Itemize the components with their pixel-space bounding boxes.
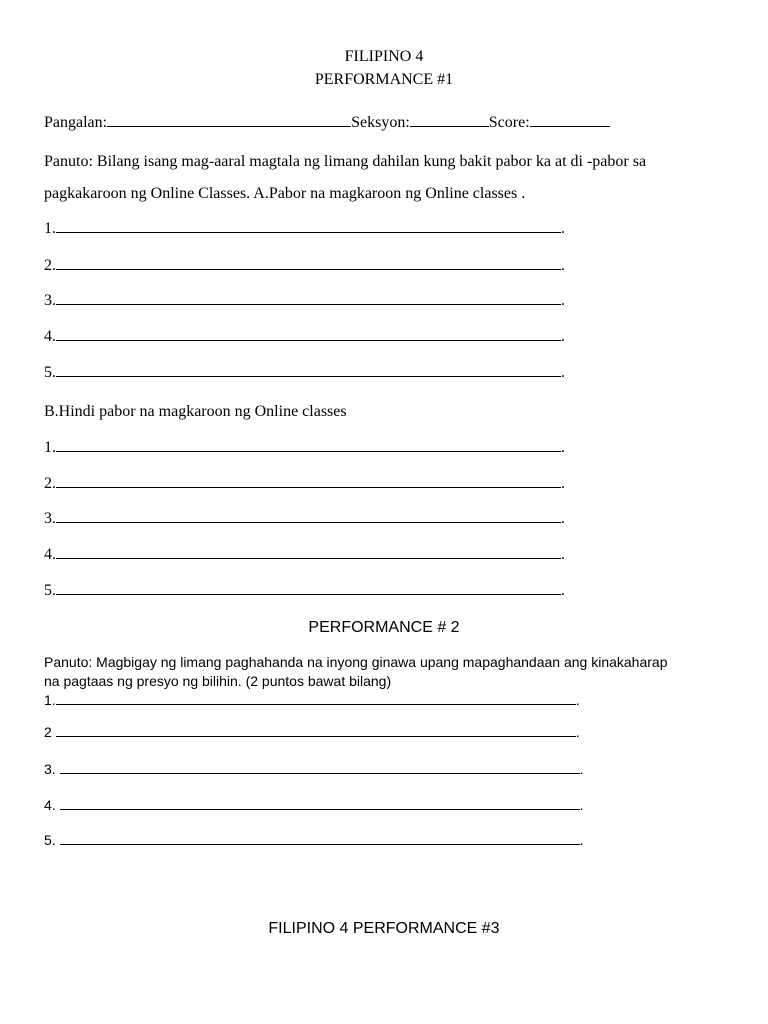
answer-blank[interactable] (60, 760, 580, 774)
answer-blank[interactable] (56, 723, 576, 737)
part-a-item: 2. . (44, 257, 565, 274)
section-label: Seksyon: (351, 114, 410, 131)
perf2-item: 5. . (44, 832, 584, 848)
answer-blank[interactable] (56, 256, 561, 270)
perf1-instruction-line1: Panuto: Bilang isang mag-aaral magtala ng limang dahilan kung bakit pabor ka at di -pabor sa (44, 153, 647, 170)
answer-blank[interactable] (56, 509, 561, 523)
part-a-item: 3. . (44, 292, 565, 309)
part-b-item: 4. . (44, 546, 565, 563)
answer-blank[interactable] (56, 581, 561, 595)
part-b-item: 1. . (44, 439, 565, 456)
part-a-item: 5. . (44, 364, 565, 381)
score-label: Score: (488, 114, 530, 131)
part-b-item: 5. . (44, 582, 565, 599)
perf2-item: 4. . (44, 797, 584, 813)
answer-blank[interactable] (56, 545, 561, 559)
answer-blank[interactable] (60, 831, 580, 845)
answer-blank[interactable] (56, 474, 561, 488)
perf2-item: 3. . (44, 761, 584, 777)
performance-3-title: FILIPINO 4 PERFORMANCE #3 (268, 920, 500, 937)
performance-1-title: PERFORMANCE #1 (314, 71, 454, 88)
answer-blank[interactable] (56, 291, 561, 305)
perf1-instruction-line2: pagkakaroon ng Online Classes. A.Pabor na magkaroon ng Online classes . (44, 185, 526, 202)
subject-title: FILIPINO 4 (344, 48, 424, 65)
part-b-heading: B.Hindi pabor na magkaroon ng Online classes (44, 403, 347, 420)
name-blank[interactable] (107, 113, 351, 127)
answer-blank[interactable] (60, 796, 580, 810)
name-label: Pangalan: (44, 114, 108, 131)
answer-blank[interactable] (56, 219, 561, 233)
part-b-item: 3. . (44, 510, 565, 527)
section-blank[interactable] (410, 113, 489, 127)
performance-2-title: PERFORMANCE # 2 (308, 619, 460, 636)
perf2-item: 2 . (44, 724, 580, 740)
student-info-line (44, 113, 610, 132)
answer-blank[interactable] (56, 363, 561, 377)
perf2-instruction-line2: na pagtaas ng presyo ng bilihin. (2 puntos bawat bilang) (44, 673, 392, 689)
perf2-item: 1. . (44, 692, 580, 708)
part-b-item: 2. . (44, 475, 565, 492)
answer-blank[interactable] (56, 691, 576, 705)
part-a-item: 1. . (44, 220, 565, 237)
perf2-instruction-line1: Panuto: Magbigay ng limang paghahanda na inyong ginawa upang mapaghandaan ang kinakaharap (44, 654, 668, 670)
answer-blank[interactable] (56, 327, 561, 341)
answer-blank[interactable] (56, 438, 561, 452)
score-blank[interactable] (530, 113, 610, 127)
part-a-item: 4. . (44, 328, 565, 345)
